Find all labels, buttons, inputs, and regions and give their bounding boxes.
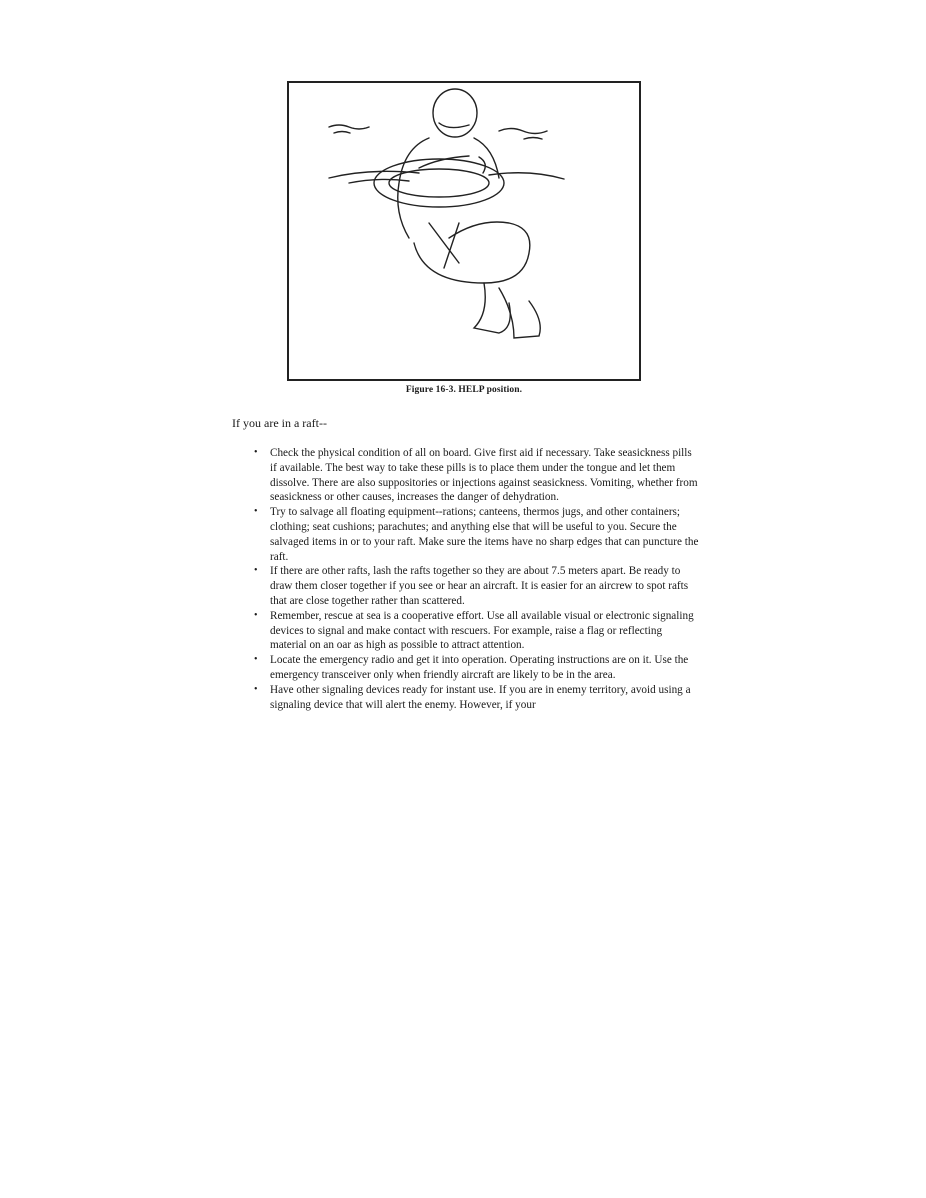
list-item: • Locate the emergency radio and get it into operation. Operating instructions are on it. Use the emergency transceiver only when friendly aircraft are likely to be in the area. xyxy=(254,654,689,681)
list-item: • Try to salvage all floating equipment--rations; canteens, thermos jugs, and other containers; clothing; seat cushions; parachutes; and anything else that will be useful to you. Secure the salvaged items in or to your raft. Make sure the items have no sharp edges that can puncture the raft. xyxy=(254,506,699,563)
help-position-figure xyxy=(287,81,641,381)
bullet-icon: • xyxy=(254,506,258,518)
bullet-icon: • xyxy=(254,609,258,621)
list-item: • If there are other rafts, lash the rafts together so they are about 7.5 meters apart. Be ready to draw them closer together if you see or hear an aircraft. It is easier for an aircrew to spot rafts that are close together rather than scattered. xyxy=(254,565,689,607)
list-item: • Have other signaling devices ready for instant use. If you are in enemy territory, avoid using a signaling device that will alert the enemy. However, if your xyxy=(254,683,691,711)
bullet-icon: • xyxy=(254,447,258,458)
bullet-list xyxy=(254,446,700,712)
bullet-icon: • xyxy=(254,654,258,666)
bullet-icon: • xyxy=(254,565,258,577)
intro-text: If you are in a raft-- xyxy=(232,416,327,430)
figure-caption: Figure 16-3. HELP position. xyxy=(405,385,523,395)
bullet-icon: • xyxy=(254,683,258,695)
help-position-illustration xyxy=(289,83,639,379)
list-item: • Check the physical condition of all on board. Give first aid if necessary. Take seasickness pills if available. The best way to take these pills is to place them under the tongue and let them dissolve. There are also suppositories or injections against seasickness. Vomiting, whether from seasickness or other causes, increases the danger of dehydration. xyxy=(254,447,698,504)
list-item: • Remember, rescue at sea is a cooperative effort. Use all available visual or electronic signaling devices to signal and make contact with rescuers. For example, raise a flag or reflecting material on an oar as high as possible to attract attention. xyxy=(254,609,694,652)
